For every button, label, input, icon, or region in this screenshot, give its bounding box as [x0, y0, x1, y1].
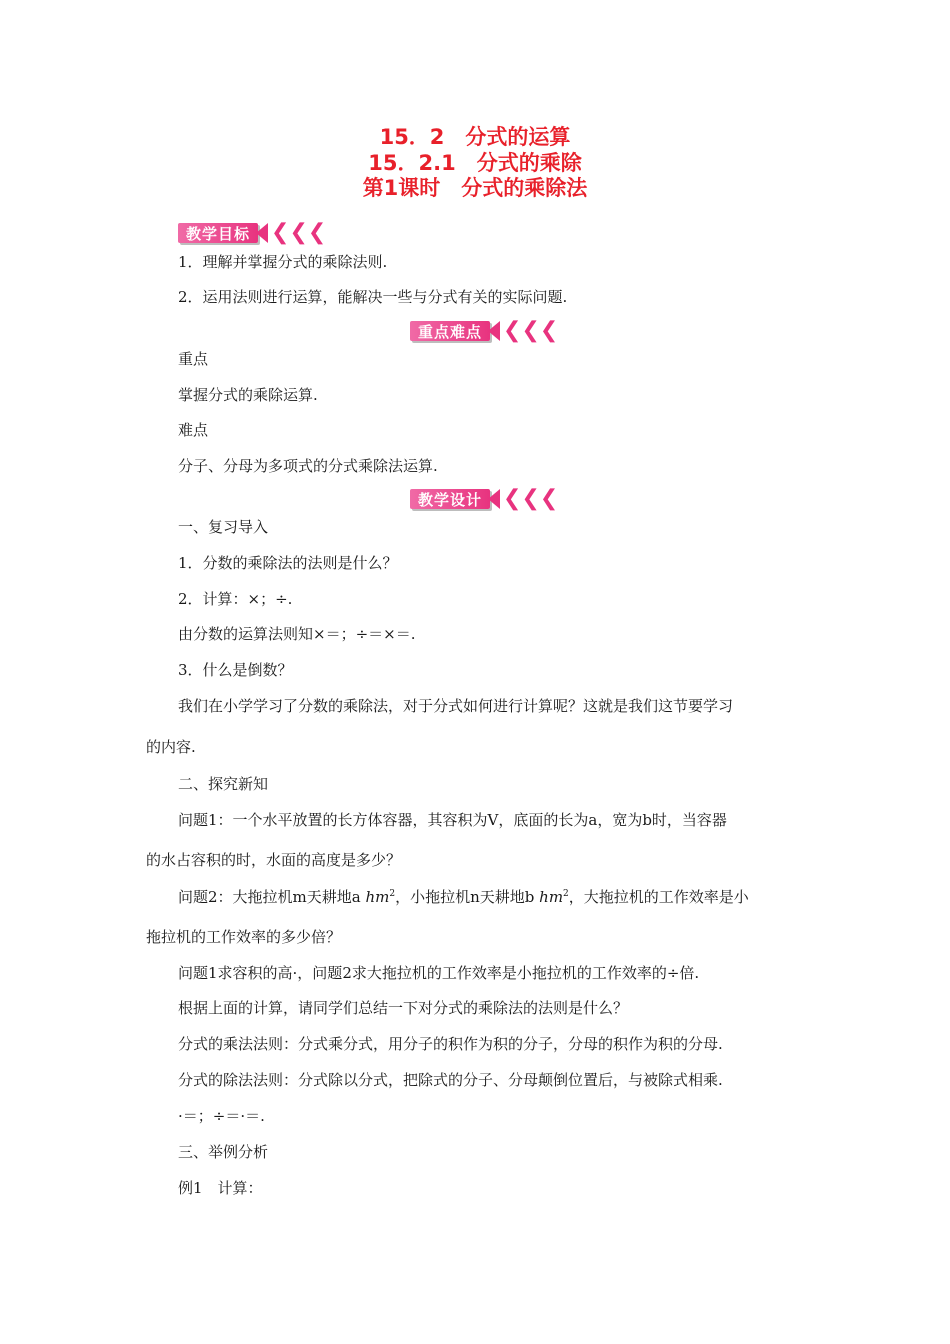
banner-tail	[488, 489, 500, 509]
review-q2-answer: 由分数的运算法则知×＝；÷＝×＝.	[178, 625, 416, 643]
review-q3: 3．什么是倒数？	[178, 661, 293, 679]
review-q1: 1．分数的乘除法的法则是什么？	[178, 554, 398, 572]
banner-label: 教学设计	[418, 490, 483, 509]
unit-hectare: hm	[539, 888, 564, 906]
banner-label: 重点难点	[418, 322, 483, 341]
banner-label: 教学目标	[186, 224, 251, 243]
chevrons-left-icon: ❮❮❮	[503, 486, 559, 511]
section-explore: 二、探究新知	[178, 775, 269, 793]
example-1: 例1 计算：	[178, 1179, 263, 1197]
goal-1: 1．理解并掌握分式的乘除法则.	[178, 253, 388, 271]
multiplication-rule: 分式的乘法法则：分式乘分式，用分子的积作为积的分子，分母的积作为积的分母.	[178, 1035, 723, 1053]
page-title-section: 15．2 分式的运算	[379, 125, 571, 149]
section-review: 一、复习导入	[178, 518, 269, 536]
intro-paragraph-line1: 我们在小学学习了分数的乘除法，对于分式如何进行计算呢？这就是我们这节要学习	[178, 697, 734, 715]
problem-2-line2: 拖拉机的工作效率的多少倍？	[146, 928, 342, 946]
banner-box	[178, 223, 258, 243]
banner-box	[410, 489, 490, 509]
problem-1-line2: 的水占容积的时，水面的高度是多少？	[146, 851, 402, 869]
banner-teaching-design	[410, 488, 558, 510]
problem-2-line1	[178, 887, 749, 907]
difficult-point-heading: 难点	[178, 421, 209, 439]
page-title-subsection: 15．2.1 分式的乘除	[368, 151, 582, 175]
goal-2: 2．运用法则进行运算，能解决一些与分式有关的实际问题.	[178, 288, 568, 306]
banner-box	[410, 321, 490, 341]
chevrons-left-icon: ❮❮❮	[271, 220, 327, 245]
section-examples: 三、举例分析	[178, 1143, 269, 1161]
review-q2: 2．计算：×；÷.	[178, 590, 293, 608]
problem-1-line1: 问题1：一个水平放置的长方体容器，其容积为V，底面的长为a，宽为b时，当容器	[178, 811, 727, 829]
unit-exponent: 2	[389, 889, 396, 899]
unit-hectare: hm	[365, 888, 390, 906]
key-point-text: 掌握分式的乘除运算.	[178, 386, 318, 404]
summary-question: 根据上面的计算，请同学们总结一下对分式的乘除法的法则是什么？	[178, 999, 629, 1017]
banner-tail	[256, 223, 268, 243]
problem-2-text-c: ，大拖拉机的工作效率是小	[568, 888, 749, 906]
rule-formulas: ·＝；÷＝·＝.	[178, 1107, 265, 1125]
division-rule: 分式的除法法则：分式除以分式，把除式的分子、分母颠倒位置后，与被除式相乘.	[178, 1071, 723, 1089]
key-point-heading: 重点	[178, 350, 209, 368]
problem-2-text-b: ，小拖拉机n天耕地b	[395, 888, 540, 906]
intro-paragraph-line2: 的内容.	[146, 738, 196, 756]
difficult-point-text: 分子、分母为多项式的分式乘除法运算.	[178, 457, 438, 475]
problem-2-text-a: 问题2：大拖拉机m天耕地a	[178, 888, 366, 906]
chevrons-left-icon: ❮❮❮	[503, 318, 559, 343]
banner-key-difficult	[410, 320, 558, 342]
unit-exponent: 2	[563, 889, 569, 899]
banner-tail	[488, 321, 500, 341]
banner-teaching-goals	[178, 222, 326, 244]
page-title-lesson: 第1课时 分式的乘除法	[362, 176, 588, 200]
problem-summary: 问题1求容积的高·，问题2求大拖拉机的工作效率是小拖拉机的工作效率的÷倍.	[178, 964, 700, 982]
